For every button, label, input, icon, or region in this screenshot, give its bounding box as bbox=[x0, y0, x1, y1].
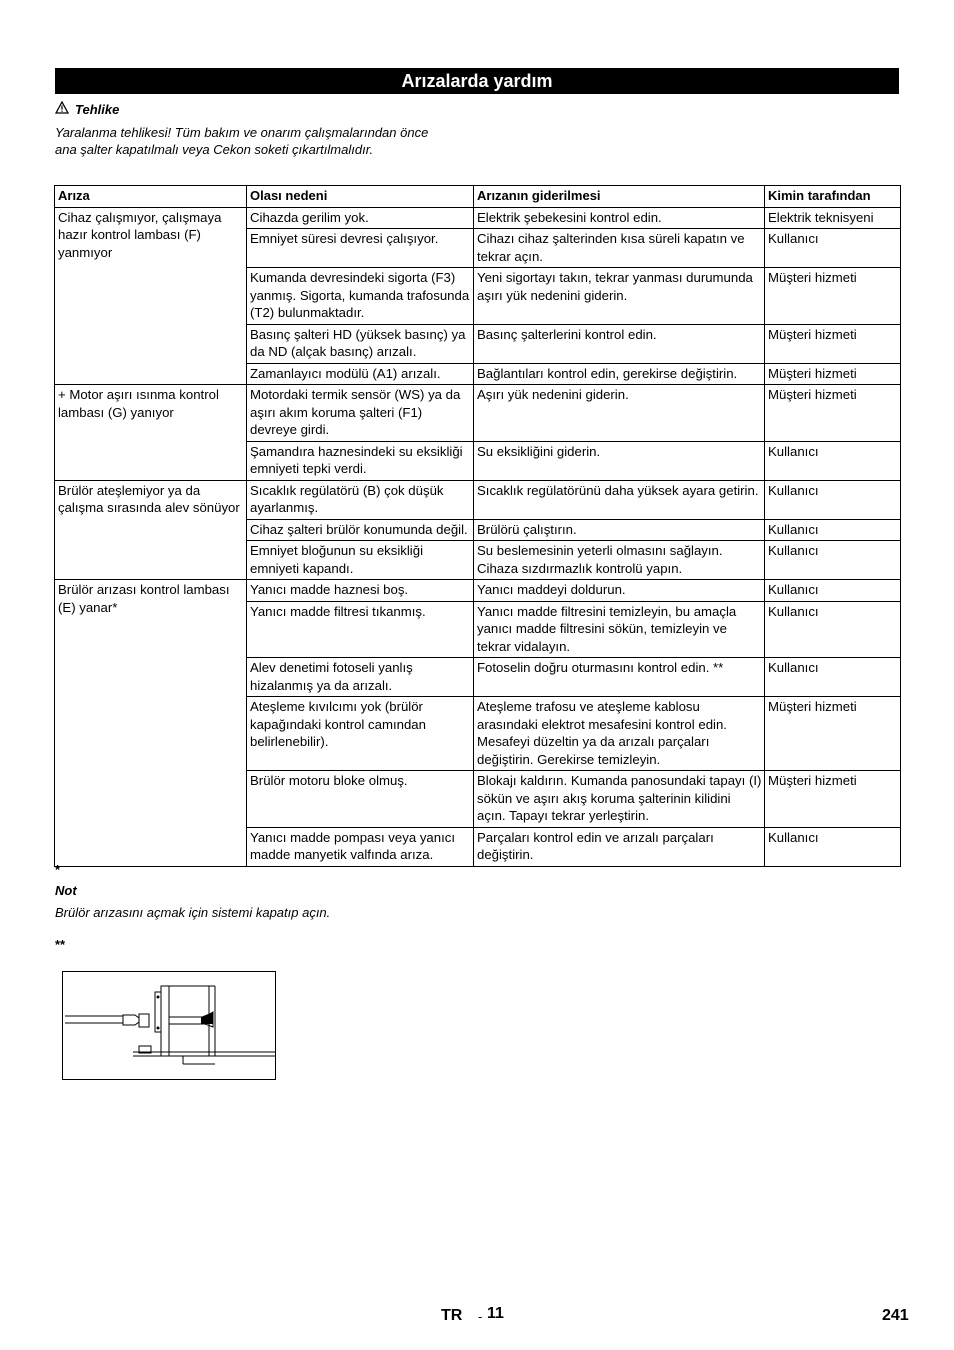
responsible-cell: Kullanıcı bbox=[765, 441, 901, 480]
table-header-row bbox=[55, 186, 901, 208]
remedy-cell: Fotoselin doğru oturmasını kontrol edin. ** bbox=[474, 658, 765, 697]
remedy-cell: Ateşleme trafosu ve ateşleme kablosu arasındaki elektrot mesafesini kontrol edin. Mesafeyi düzeltin ya da arızalı parçaları değiştirin. Gerekirse temizleyin. bbox=[474, 697, 765, 771]
footer-language: TR bbox=[441, 1307, 463, 1324]
remedy-cell: Cihazı cihaz şalterinden kısa süreli kapatın ve tekrar açın. bbox=[474, 229, 765, 268]
cause-cell: Basınç şalteri HD (yüksek basınç) ya da ND (alçak basınç) arızalı. bbox=[247, 324, 474, 363]
fault-cell: Brülör ateşlemiyor ya da çalışma sırasında alev sönüyor bbox=[55, 480, 247, 580]
cause-cell: Brülör motoru bloke olmuş. bbox=[247, 771, 474, 828]
footer-separator: - bbox=[478, 1309, 483, 1324]
responsible-cell: Kullanıcı bbox=[765, 229, 901, 268]
responsible-cell: Kullanıcı bbox=[765, 580, 901, 602]
header-by: Kimin tarafından bbox=[765, 186, 901, 208]
responsible-cell: Kullanıcı bbox=[765, 827, 901, 866]
warning-heading bbox=[55, 101, 119, 117]
cause-cell: Yanıcı madde haznesi boş. bbox=[247, 580, 474, 602]
responsible-cell: Kullanıcı bbox=[765, 480, 901, 519]
cause-cell: Zamanlayıcı modülü (A1) arızalı. bbox=[247, 363, 474, 385]
remedy-cell: Aşırı yük nedenini giderin. bbox=[474, 385, 765, 442]
table-row bbox=[55, 207, 901, 229]
remedy-cell: Parçaları kontrol edin ve arızalı parçaları değiştirin. bbox=[474, 827, 765, 866]
responsible-cell: Kullanıcı bbox=[765, 519, 901, 541]
responsible-cell: Müşteri hizmeti bbox=[765, 385, 901, 442]
header-cause: Olası nedeni bbox=[247, 186, 474, 208]
warning-text-line: Yaralanma tehlikesi! Tüm bakım ve onarım çalışmalarından önce bbox=[55, 125, 429, 140]
page-title: Arızalarda yardım bbox=[55, 68, 899, 94]
cause-cell: Ateşleme kıvılcımı yok (brülör kapağındaki kontrol camından belirlenebilir). bbox=[247, 697, 474, 771]
warning-text-line: ana şalter kapatılmalı veya Cekon soketi çıkartılmalıdır. bbox=[55, 142, 374, 157]
fault-cell: Brülör arızası kontrol lambası (E) yanar* bbox=[55, 580, 247, 867]
cause-cell: Alev denetimi fotoseli yanlış hizalanmış ya da arızalı. bbox=[247, 658, 474, 697]
remedy-cell: Bağlantıları kontrol edin, gerekirse değiştirin. bbox=[474, 363, 765, 385]
remedy-cell: Sıcaklık regülatörünü daha yüksek ayara getirin. bbox=[474, 480, 765, 519]
table-row bbox=[55, 580, 901, 602]
responsible-cell: Müşteri hizmeti bbox=[765, 268, 901, 325]
table-body bbox=[55, 207, 901, 866]
remedy-cell: Yanıcı madde filtresini temizleyin, bu amaçla yanıcı madde filtresini sökün, temizleyin ve tekrar vidalayın. bbox=[474, 601, 765, 658]
footer-page-number: 241 bbox=[882, 1307, 909, 1324]
cause-cell: Cihazda gerilim yok. bbox=[247, 207, 474, 229]
remedy-cell: Brülörü çalıştırın. bbox=[474, 519, 765, 541]
note-label: Not bbox=[55, 883, 77, 898]
responsible-cell: Müşteri hizmeti bbox=[765, 697, 901, 771]
remedy-cell: Blokajı kaldırın. Kumanda panosundaki tapayı (I) sökün ve aşırı akış koruma şalterinin kilidini açın. Tapayı tekrar yerleştirin. bbox=[474, 771, 765, 828]
fault-cell: Cihaz çalışmıyor, çalışmaya hazır kontrol lambası (F) yanmıyor bbox=[55, 207, 247, 385]
remedy-cell: Su beslemesinin yeterli olmasını sağlayın. Cihaza sızdırmazlık kontrolü yapın. bbox=[474, 541, 765, 580]
troubleshooting-table bbox=[54, 185, 901, 867]
responsible-cell: Müşteri hizmeti bbox=[765, 363, 901, 385]
responsible-cell: Kullanıcı bbox=[765, 601, 901, 658]
header-remedy: Arızanın giderilmesi bbox=[474, 186, 765, 208]
cause-cell: Yanıcı madde filtresi tıkanmış. bbox=[247, 601, 474, 658]
table-row bbox=[55, 385, 901, 442]
footer-section-page: 11 bbox=[487, 1305, 504, 1322]
responsible-cell: Kullanıcı bbox=[765, 541, 901, 580]
warning-text bbox=[55, 124, 485, 158]
cause-cell: Kumanda devresindeki sigorta (F3) yanmış. Sigorta, kumanda trafosunda (T2) bulunmaktadır. bbox=[247, 268, 474, 325]
footnote-mark: * bbox=[55, 862, 61, 877]
fault-cell: + Motor aşırı ısınma kontrol lambası (G) yanıyor bbox=[55, 385, 247, 481]
cause-cell: Yanıcı madde pompası veya yanıcı madde manyetik valfında arıza. bbox=[247, 827, 474, 866]
responsible-cell: Elektrik teknisyeni bbox=[765, 207, 901, 229]
warning-triangle-icon bbox=[55, 101, 69, 117]
remedy-cell: Elektrik şebekesini kontrol edin. bbox=[474, 207, 765, 229]
cause-cell: Motordaki termik sensör (WS) ya da aşırı akım koruma şalteri (F1) devreye girdi. bbox=[247, 385, 474, 442]
cause-cell: Şamandıra haznesindeki su eksikliği emniyeti tepki verdi. bbox=[247, 441, 474, 480]
remedy-cell: Basınç şalterlerini kontrol edin. bbox=[474, 324, 765, 363]
footnote-mark-2: ** bbox=[55, 937, 66, 952]
remedy-cell: Yeni sigortayı takın, tekrar yanması durumunda aşırı yük nedenini giderin. bbox=[474, 268, 765, 325]
cause-cell: Emniyet süresi devresi çalışıyor. bbox=[247, 229, 474, 268]
table-row bbox=[55, 480, 901, 519]
header-fault: Arıza bbox=[55, 186, 247, 208]
cause-cell: Cihaz şalteri brülör konumunda değil. bbox=[247, 519, 474, 541]
responsible-cell: Kullanıcı bbox=[765, 658, 901, 697]
responsible-cell: Müşteri hizmeti bbox=[765, 771, 901, 828]
remedy-cell: Su eksikliğini giderin. bbox=[474, 441, 765, 480]
photocell-mounting-diagram-icon bbox=[62, 971, 276, 1080]
warning-label: Tehlike bbox=[75, 101, 120, 117]
responsible-cell: Müşteri hizmeti bbox=[765, 324, 901, 363]
note-text: Brülör arızasını açmak için sistemi kapatıp açın. bbox=[55, 905, 331, 920]
remedy-cell: Yanıcı maddeyi doldurun. bbox=[474, 580, 765, 602]
cause-cell: Emniyet bloğunun su eksikliği emniyeti kapandı. bbox=[247, 541, 474, 580]
cause-cell: Sıcaklık regülatörü (B) çok düşük ayarlanmış. bbox=[247, 480, 474, 519]
